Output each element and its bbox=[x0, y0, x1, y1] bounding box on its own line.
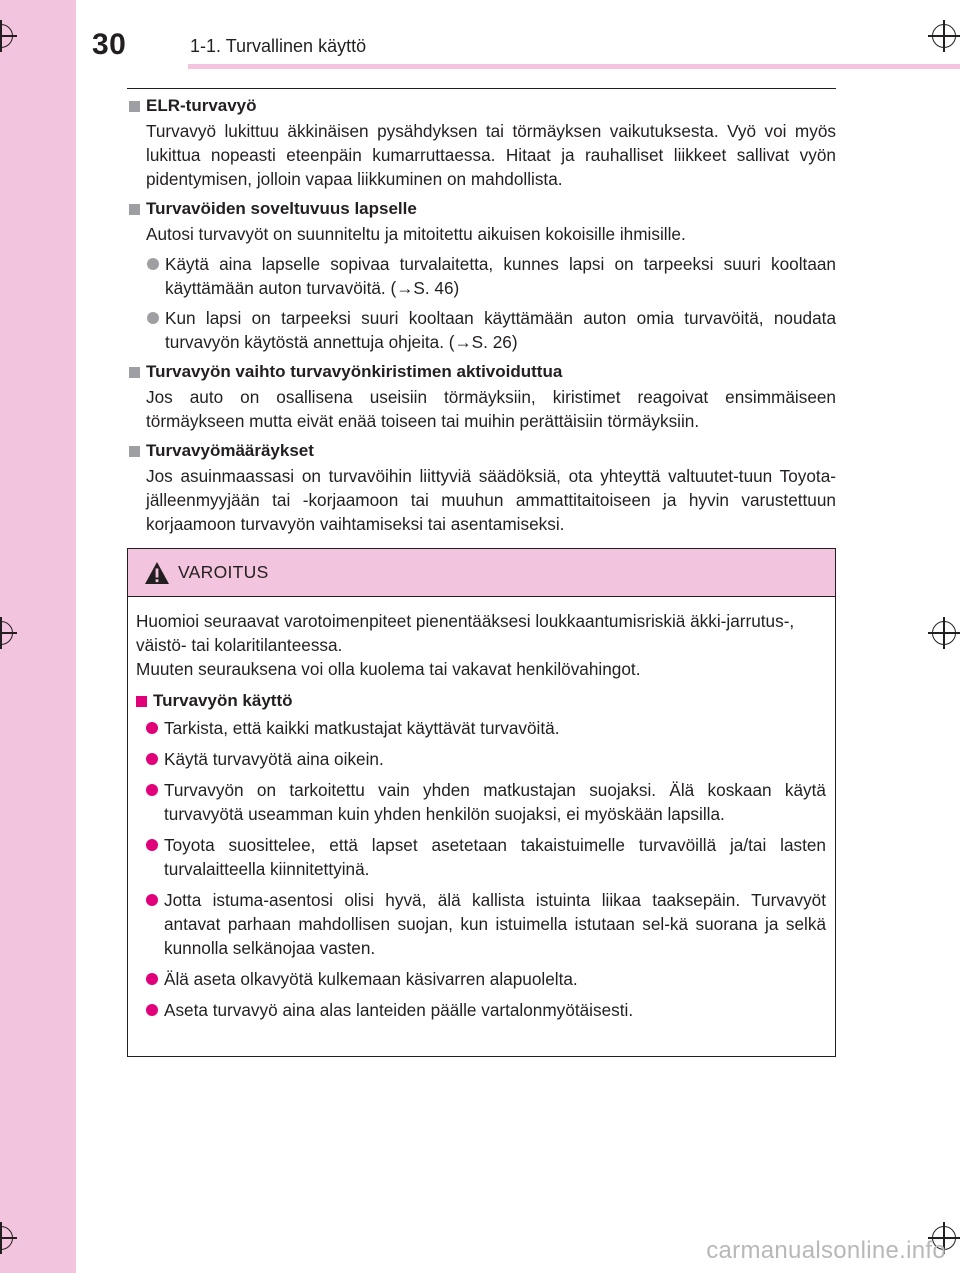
list-item-text: Älä aseta olkavyötä kulkemaan käsivarren alapuolelta. bbox=[164, 969, 578, 989]
section-pretensioner bbox=[127, 360, 836, 433]
list-item bbox=[146, 778, 826, 826]
square-bullet-icon bbox=[129, 446, 140, 457]
square-bullet-icon bbox=[129, 204, 140, 215]
list-item-text: Aseta turvavyö aina alas lanteiden päälle vartalonmyötäisesti. bbox=[164, 1000, 634, 1020]
list-item-text: Tarkista, että kaikki matkustajat käyttävät turvavöitä. bbox=[164, 718, 560, 738]
list-item-text: Käytä aina lapselle sopivaa turvalaitetta, kunnes lapsi on tarpeeksi suuri kooltaan käyttämään auton turvavöitä. (→S. 46) bbox=[165, 254, 836, 298]
round-bullet-icon bbox=[146, 753, 158, 765]
warning-section-heading: Turvavyön käyttö bbox=[153, 691, 293, 710]
section-paragraph: Jos asuinmaassasi on turvavöihin liittyviä säädöksiä, ota yhteyttä valtuutet-tuun Toyota-jälleenmyyjään tai -korjaamoon tai muuhun ammattitaitoiseen ja hyvin varustettuun korjaamoon turvavyön vaihtamiseksi tai asentamiseksi. bbox=[146, 466, 836, 534]
registration-mark-icon bbox=[928, 20, 960, 52]
section-elr bbox=[127, 94, 836, 191]
list-item-text: Turvavyön on tarkoitettu vain yhden matkustajan suojaksi. Älä koskaan käytä turvavyötä useamman kuin yhden henkilön suojaksi, ei myöskään lapsilla. bbox=[164, 780, 826, 824]
square-bullet-icon bbox=[129, 367, 140, 378]
round-bullet-icon bbox=[147, 312, 159, 324]
round-bullet-icon bbox=[146, 1004, 158, 1016]
round-bullet-icon bbox=[146, 894, 158, 906]
registration-mark-icon bbox=[928, 617, 960, 649]
round-bullet-icon bbox=[146, 839, 158, 851]
list-item-text: Jotta istuma-asentosi olisi hyvä, älä kallista istuinta liikaa taaksepäin. Turvavyöt antavat parhaan mahdollisen suojan, kun istuimella istutaan sel-kä suorana ja selkä kunnolla selkänojaa vasten. bbox=[164, 890, 826, 958]
list-item-text: Käytä turvavyötä aina oikein. bbox=[164, 749, 384, 769]
main-content bbox=[127, 94, 836, 542]
list-item-text: Kun lapsi on tarpeeksi suuri kooltaan käyttämään auton omia turvavöitä, noudata turvavyön käytöstä annettuja ohjeita. (→S. 26) bbox=[165, 308, 836, 352]
list-item bbox=[146, 833, 826, 881]
section-heading: Turvavöiden soveltuvuus lapselle bbox=[146, 199, 417, 218]
section-heading: ELR-turvavyö bbox=[146, 96, 257, 115]
list-item bbox=[146, 716, 826, 740]
list-item bbox=[146, 998, 826, 1022]
section-heading: Turvavyön vaihto turvavyönkiristimen aktivoiduttua bbox=[146, 362, 563, 381]
registration-mark-icon bbox=[0, 20, 17, 52]
round-bullet-icon bbox=[146, 784, 158, 796]
page-top-band bbox=[76, 0, 960, 68]
section-paragraph: Jos auto on osallisena useisiin törmäyksiin, kiristimet reagoivat ensimmäiseen törmäykseen mutta eivät enää toiseen tai muihin perättäisiin törmäyksiin. bbox=[146, 387, 836, 431]
square-bullet-icon bbox=[129, 101, 140, 112]
round-bullet-icon bbox=[146, 722, 158, 734]
warning-intro: Huomioi seuraavat varotoimenpiteet pienentääksesi loukkaantumisriskiä äkki-jarrutus-, väistö- tai kolaritilanteessa. bbox=[136, 611, 795, 655]
section-title: 1-1. Turvallinen käyttö bbox=[190, 36, 367, 56]
warning-body bbox=[128, 597, 835, 1022]
registration-mark-icon bbox=[0, 617, 17, 649]
section-heading: Turvavyömääräykset bbox=[146, 441, 314, 460]
header-rule bbox=[127, 88, 836, 89]
section-regulations bbox=[127, 439, 836, 536]
round-bullet-icon bbox=[147, 258, 159, 270]
page-number: 30 bbox=[92, 28, 127, 61]
list-item bbox=[144, 252, 836, 300]
list-item bbox=[144, 306, 836, 354]
watermark: carmanualsonline.info bbox=[706, 1237, 946, 1264]
section-paragraph: Turvavyö lukittuu äkkinäisen pysähdyksen tai törmäyksen vaikutuksesta. Vyö voi myös lukittua nopeasti eteenpäin kumarruttaessa. Hitaat ja rauhalliset liikkeet sallivat vyön pidentymisen, jolloin vapaa liikkuminen on mahdollista. bbox=[146, 121, 836, 189]
square-bullet-icon bbox=[136, 696, 147, 707]
list-item bbox=[146, 747, 826, 771]
warning-intro: Muuten seurauksena voi olla kuolema tai vakavat henkilövahingot. bbox=[136, 659, 641, 679]
registration-mark-icon bbox=[0, 1222, 17, 1254]
list-item bbox=[146, 888, 826, 960]
warning-header bbox=[128, 549, 835, 597]
warning-triangle-icon bbox=[144, 561, 170, 585]
warning-box bbox=[127, 548, 836, 1057]
list-item bbox=[146, 967, 826, 991]
header-accent-line bbox=[188, 64, 960, 69]
warning-title: VAROITUS bbox=[178, 562, 269, 582]
list-item-text: Toyota suosittelee, että lapset asetetaan takaistuimelle turvavöillä ja/tai lasten turvalaitteella kiinnitettyinä. bbox=[164, 835, 826, 879]
section-paragraph: Autosi turvavyöt on suunniteltu ja mitoitettu aikuisen kokoisille ihmisille. bbox=[146, 224, 686, 244]
section-child-suitability bbox=[127, 197, 836, 354]
round-bullet-icon bbox=[146, 973, 158, 985]
